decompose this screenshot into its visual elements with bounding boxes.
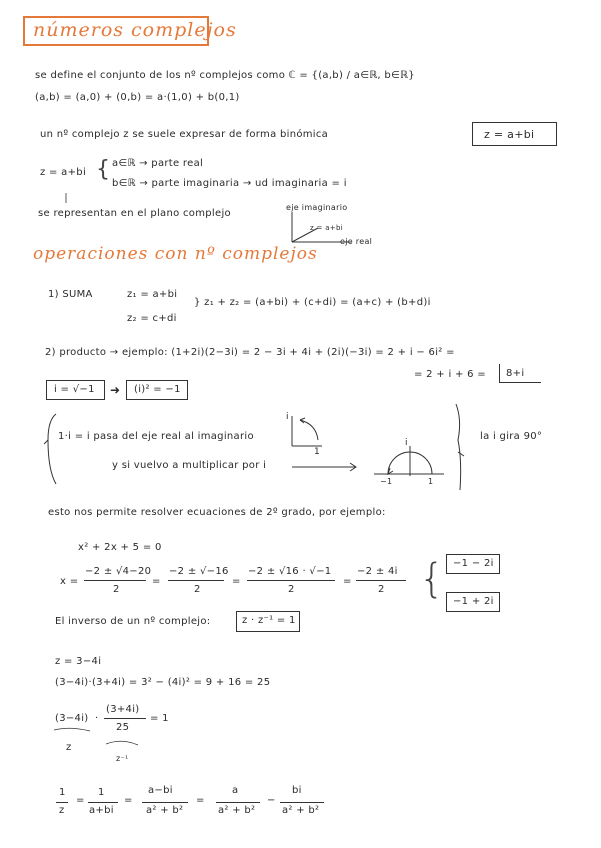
i-definition: i = √−1 <box>54 384 95 395</box>
last-den4: a² + b² <box>218 805 256 816</box>
definition-line: se define el conjunto de los nº complejos como ℂ = {(a,b) / a∈ℝ, b∈ℝ} <box>35 70 415 81</box>
last-den1: z <box>59 805 65 816</box>
inv-frac-den: 25 <box>116 722 130 733</box>
last-eq2: = <box>124 795 133 806</box>
binomial-text: un nº complejo z se suele expresar de forma binómica <box>40 129 329 140</box>
equation: x² + 2x + 5 = 0 <box>78 542 162 553</box>
suma-label: 1) SUMA <box>48 289 93 300</box>
last-den5: a² + b² <box>282 805 320 816</box>
frac3-den: 2 <box>288 584 295 595</box>
complex-plane-sketch <box>292 212 352 242</box>
under-z-inverse: z⁻¹ <box>116 754 129 763</box>
plane-axis-y-label: eje imaginario <box>286 203 348 212</box>
solution-1: −1 − 2i <box>453 558 494 569</box>
solution-2: −1 + 2i <box>453 596 494 607</box>
last-den2: a+bi <box>89 805 114 816</box>
last-den3: a² + b² <box>146 805 184 816</box>
ecuaciones-text: esto nos permite resolver ecuaciones de 2º grado, por ejemplo: <box>48 507 386 518</box>
suma-result: } z₁ + z₂ = (a+bi) + (c+di) = (a+c) + (b+d)i <box>194 297 431 308</box>
inv-dot: · <box>95 713 99 724</box>
brace: { <box>96 157 111 182</box>
eq-sign-3: = <box>343 576 352 587</box>
underline-z <box>54 728 138 745</box>
last-num1: 1 <box>59 787 66 798</box>
producto-line2: = 2 + i + 6 = <box>414 369 486 380</box>
inverse-text: El inverso de un nº complejo: <box>55 616 211 627</box>
inverse-z: z = 3−4i <box>55 656 102 667</box>
solutions-brace: { <box>419 556 445 602</box>
eq-sign-1: = <box>152 576 161 587</box>
producto-line1: 2) producto → ejemplo: (1+2i)(2−3i) = 2 − 3i + 4i + (2i)(−3i) = 2 + i − 6i² = <box>45 347 455 358</box>
rotation-text2: y si vuelvo a multiplicar por i <box>112 460 267 471</box>
inv-frac-num1: (3−4i) <box>55 713 89 724</box>
last-num3: a−bi <box>148 785 173 796</box>
last-minus: − <box>267 795 276 806</box>
last-num2: 1 <box>98 787 105 798</box>
rotation-text1: 1·i = i pasa del eje real al imaginario <box>58 431 254 442</box>
eq-sign-2: = <box>232 576 241 587</box>
inv-frac-eq: = 1 <box>150 713 169 724</box>
last-eq1: = <box>76 795 85 806</box>
imaginary-part: b∈ℝ → parte imaginaria → ud imaginaria = i <box>112 178 347 189</box>
frac4-num: −2 ± 4i <box>357 566 398 577</box>
rotation-right-text: la i gira 90° <box>480 431 543 442</box>
plane-text: se representan en el plano complejo <box>38 208 231 219</box>
right-arrow-icon <box>292 463 356 471</box>
z2-def: z₂ = c+di <box>127 313 177 324</box>
frac2-den: 2 <box>194 584 201 595</box>
plane-point-label: z = a+bi <box>310 224 343 232</box>
rotation-sketch-quarter <box>292 416 322 446</box>
z1-def: z₁ = a+bi <box>127 289 178 300</box>
inverse-formula: z · z⁻¹ = 1 <box>242 615 296 626</box>
under-z: z <box>66 742 72 753</box>
binomial-formula: z = a+bi <box>484 128 535 141</box>
frac3-num: −2 ± √16 · √−1 <box>248 566 332 577</box>
z-definition: z = a+bi <box>40 167 87 178</box>
frac1-num: −2 ± √4−20 <box>85 566 152 577</box>
rotation-bracket-left <box>44 414 56 484</box>
rotation-bracket-right <box>456 404 464 490</box>
rot-label-1b: 1 <box>428 477 434 486</box>
producto-result: 8+i <box>506 368 525 379</box>
last-eq3: = <box>196 795 205 806</box>
plane-axis-x-label: eje real <box>340 237 373 246</box>
i-squared: (i)² = −1 <box>134 384 181 395</box>
rot-label-minus1: −1 <box>380 477 393 486</box>
inverse-product: (3−4i)·(3+4i) = 3² − (4i)² = 9 + 16 = 25 <box>55 677 271 688</box>
frac1-den: 2 <box>113 584 120 595</box>
rot-label-1: 1 <box>314 447 321 457</box>
rot-label-ib: i <box>405 438 408 448</box>
arrow-icon: ➜ <box>110 383 121 397</box>
real-part: a∈ℝ → parte real <box>112 158 204 169</box>
page-title: números complejos <box>33 19 237 41</box>
last-num5: bi <box>292 785 302 796</box>
x-label: x = <box>60 576 79 587</box>
rot-label-i: i <box>286 412 289 422</box>
inv-frac-num2: (3+4i) <box>106 704 140 715</box>
pair-decomposition: (a,b) = (a,0) + (0,b) = a·(1,0) + b(0,1) <box>35 92 240 103</box>
last-num4: a <box>232 785 239 796</box>
frac2-num: −2 ± √−16 <box>169 566 229 577</box>
operations-heading: operaciones con nº complejos <box>33 244 318 264</box>
frac4-den: 2 <box>378 584 385 595</box>
rotation-sketch-half <box>374 446 444 476</box>
